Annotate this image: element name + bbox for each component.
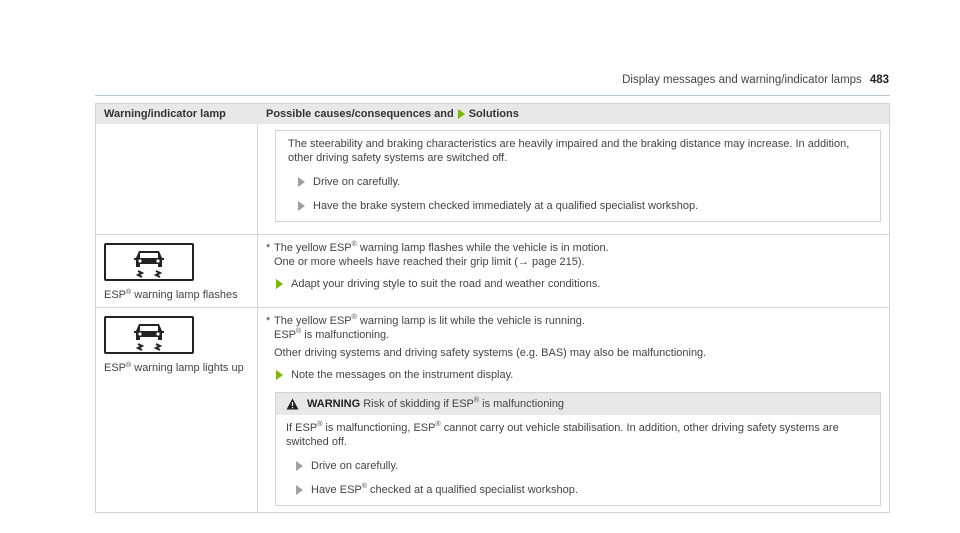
warning-box (275, 392, 881, 506)
page-header-title: Display messages and warning/indicator lamps (622, 74, 862, 86)
registered-mark: ® (351, 314, 357, 321)
continued-box (275, 130, 881, 222)
lamp-cell-empty (96, 124, 258, 234)
table-row (96, 234, 889, 307)
asterisk: * (266, 315, 271, 327)
lamp-label-esp: ESP (104, 362, 127, 374)
note-line: warning lamp flashes while the vehicle is in motion. (356, 242, 609, 254)
lamp-cell (96, 308, 258, 512)
step-arrow-icon (296, 461, 303, 471)
asterisk: * (266, 242, 271, 254)
step-arrow-icon (298, 177, 305, 187)
step-text: Have the brake system checked immediately at a qualified specialist workshop. (313, 200, 699, 212)
table-header (96, 104, 889, 124)
note-line: warning lamp is lit while the vehicle is running. (356, 315, 585, 327)
causes-cell (258, 124, 889, 234)
registered-mark: ® (317, 421, 323, 428)
warning-text: is malfunctioning, ESP (322, 422, 436, 434)
warning-title: Risk of skidding if ESP (363, 398, 474, 410)
note-line: One or more wheels have reached their grip limit (→ page 215). (274, 256, 585, 268)
causes-cell (258, 308, 889, 512)
step-item (276, 277, 881, 291)
step-item (296, 459, 868, 473)
step-text: Drive on carefully. (313, 176, 401, 188)
note-line: ESP (274, 329, 297, 341)
column-header-lamp: Warning/indicator lamp (104, 108, 226, 120)
note (266, 314, 881, 360)
note (266, 241, 881, 269)
note-line: is malfunctioning. (301, 329, 390, 341)
solutions-arrow-icon (458, 109, 465, 119)
table-row (96, 124, 889, 234)
note-line: The yellow ESP (274, 315, 352, 327)
registered-mark: ® (351, 241, 357, 248)
step-item (298, 199, 868, 213)
lamp-label (104, 289, 249, 301)
step-arrow-icon (276, 370, 283, 380)
esp-warning-lamp-icon (104, 316, 194, 354)
column-header-causes (258, 108, 889, 120)
causes-cell (258, 235, 889, 307)
step-text: Drive on carefully. (311, 460, 399, 472)
step-item (298, 175, 868, 189)
esp-warning-lamp-icon (104, 243, 194, 281)
step-item (296, 483, 868, 497)
step-text: Have ESP (311, 484, 362, 496)
step-arrow-icon (296, 485, 303, 495)
warning-label: WARNING (307, 398, 361, 410)
step-item (276, 368, 881, 382)
lamp-label-text: warning lamp lights up (131, 362, 244, 374)
warning-text: cannot carry out vehicle stabilisation. In addition, other driving safety systems are switched off. (286, 422, 839, 448)
lamp-label-esp: ESP (104, 289, 127, 301)
step-arrow-icon (298, 201, 305, 211)
warning-text: If ESP (286, 422, 318, 434)
header-rule (95, 95, 890, 96)
registered-mark: ® (296, 328, 302, 335)
lamp-label-text: warning lamp flashes (131, 289, 238, 301)
column-header-solutions-text: Solutions (468, 108, 519, 120)
step-text: Adapt your driving style to suit the road and weather conditions. (291, 278, 601, 290)
page-header (622, 74, 889, 86)
page-number: 483 (869, 74, 889, 86)
warning-title: is malfunctioning (479, 398, 565, 410)
note-line: Other driving systems and driving safety systems (e.g. BAS) may also be malfunctioning. (274, 347, 707, 359)
registered-mark: ® (361, 483, 367, 490)
table-row (96, 307, 889, 512)
step-text: Note the messages on the instrument display. (291, 369, 514, 381)
warning-lamp-table (95, 103, 890, 513)
continued-text: The steerability and braking characteristics are heavily impaired and the braking distance may increase. In addition, other driving safety systems are switched off. (288, 138, 850, 164)
note-line: The yellow ESP (274, 242, 352, 254)
column-header-causes-text: Possible causes/consequences and (266, 108, 454, 120)
lamp-label (104, 362, 249, 374)
warning-header (276, 393, 880, 415)
registered-mark: ® (435, 421, 441, 428)
registered-mark: ® (126, 289, 132, 296)
registered-mark: ® (473, 397, 480, 404)
lamp-cell (96, 235, 258, 307)
warning-triangle-icon (286, 398, 299, 410)
warning-body (276, 415, 880, 505)
registered-mark: ® (126, 362, 132, 369)
step-text: checked at a qualified specialist workshop. (366, 484, 578, 496)
step-arrow-icon (276, 279, 283, 289)
